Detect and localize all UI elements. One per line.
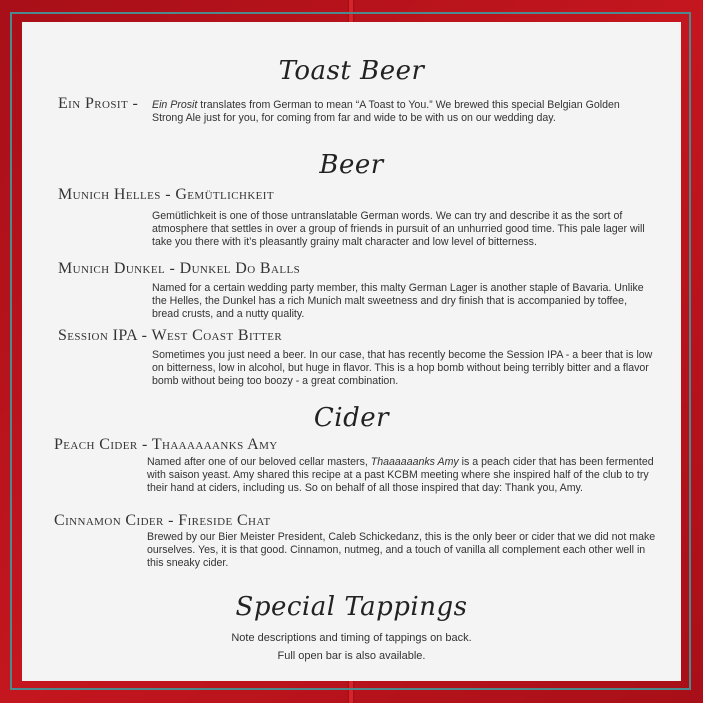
- beer-name-ein-prosit: Ein Prosit -: [58, 95, 139, 112]
- beer-name-peach-cider: Peach Cider - Thaaaaaanks Amy: [54, 436, 278, 453]
- beer-name-munich-helles: Munich Helles - Gemütlichkeit: [58, 186, 274, 203]
- beer-name-session-ipa: Session IPA - West Coast Bitter: [58, 327, 283, 344]
- section-heading-special-tappings: Special Tappings: [235, 592, 468, 622]
- section-heading-toast-beer: Toast Beer: [278, 56, 425, 86]
- special-tappings-note: Note descriptions and timing of tappings on back.: [231, 632, 472, 644]
- beer-desc-peach-cider: [147, 456, 657, 496]
- section-heading-beer: Beer: [319, 150, 384, 180]
- beer-name-cinnamon-cider: Cinnamon Cider - Fireside Chat: [54, 512, 271, 529]
- beer-name-munich-dunkel: Munich Dunkel - Dunkel Do Balls: [58, 260, 301, 277]
- beer-desc-italic: Thaaaaaanks Amy: [370, 456, 459, 468]
- beer-desc-text: Named after one of our beloved cellar masters,: [147, 456, 371, 468]
- beer-desc-session-ipa: Sometimes you just need a beer. In our case, that has recently become the Session IPA - a beer that is low on bitterness, low in alcohol, but huge in flavor. This is a hop bomb without being terribly bitter and a flavor bomb without being too boozy - a great combination.: [152, 349, 653, 388]
- beer-desc-cinnamon-cider: Brewed by our Bier Meister President, Caleb Schickedanz, this is the only beer or cider that we did not make ourselves. Yes, it is that good. Cinnamon, nutmeg, and a touch of vanilla all complement each other well in this sneaky cider.: [147, 531, 656, 570]
- beer-desc-munich-helles: Gemütlichkeit is one of those untranslatable German words. We can try and describe it as the sort of atmosphere that settles in over a group of friends in pursuit of an unhurried good time. This pale lager will take you there with it’s pleasantly grainy malt character and low level of bitterness.: [152, 210, 645, 249]
- beer-desc-italic: Ein Prosit: [152, 99, 198, 111]
- open-bar-note: Full open bar is also available.: [277, 650, 426, 662]
- beer-desc-munich-dunkel: Named for a certain wedding party member, this malty German Lager is another staple of Bavaria. Unlike the Helles, the Dunkel has a rich Munich malt sweetness and dry finish that is accompanied by toffee, bread crusts, and a nutty quality.: [152, 282, 644, 321]
- beer-desc-text: is a peach cider that has been fermented with saison yeast. Amy shared this recipe at a past KCBM meeting where she inspired half of the club to try their hand at ciders, including us. So on behalf of all those inspired that day: Thank you, Amy.: [147, 456, 654, 495]
- beer-desc-text: translates from German to mean “A Toast to You.” We brewed this special Belgian Golden Strong Ale just for you, for coming from far and wide to be with us on our wedding day.: [152, 99, 620, 125]
- section-heading-cider: Cider: [313, 403, 390, 433]
- beer-desc-ein-prosit: [152, 99, 652, 125]
